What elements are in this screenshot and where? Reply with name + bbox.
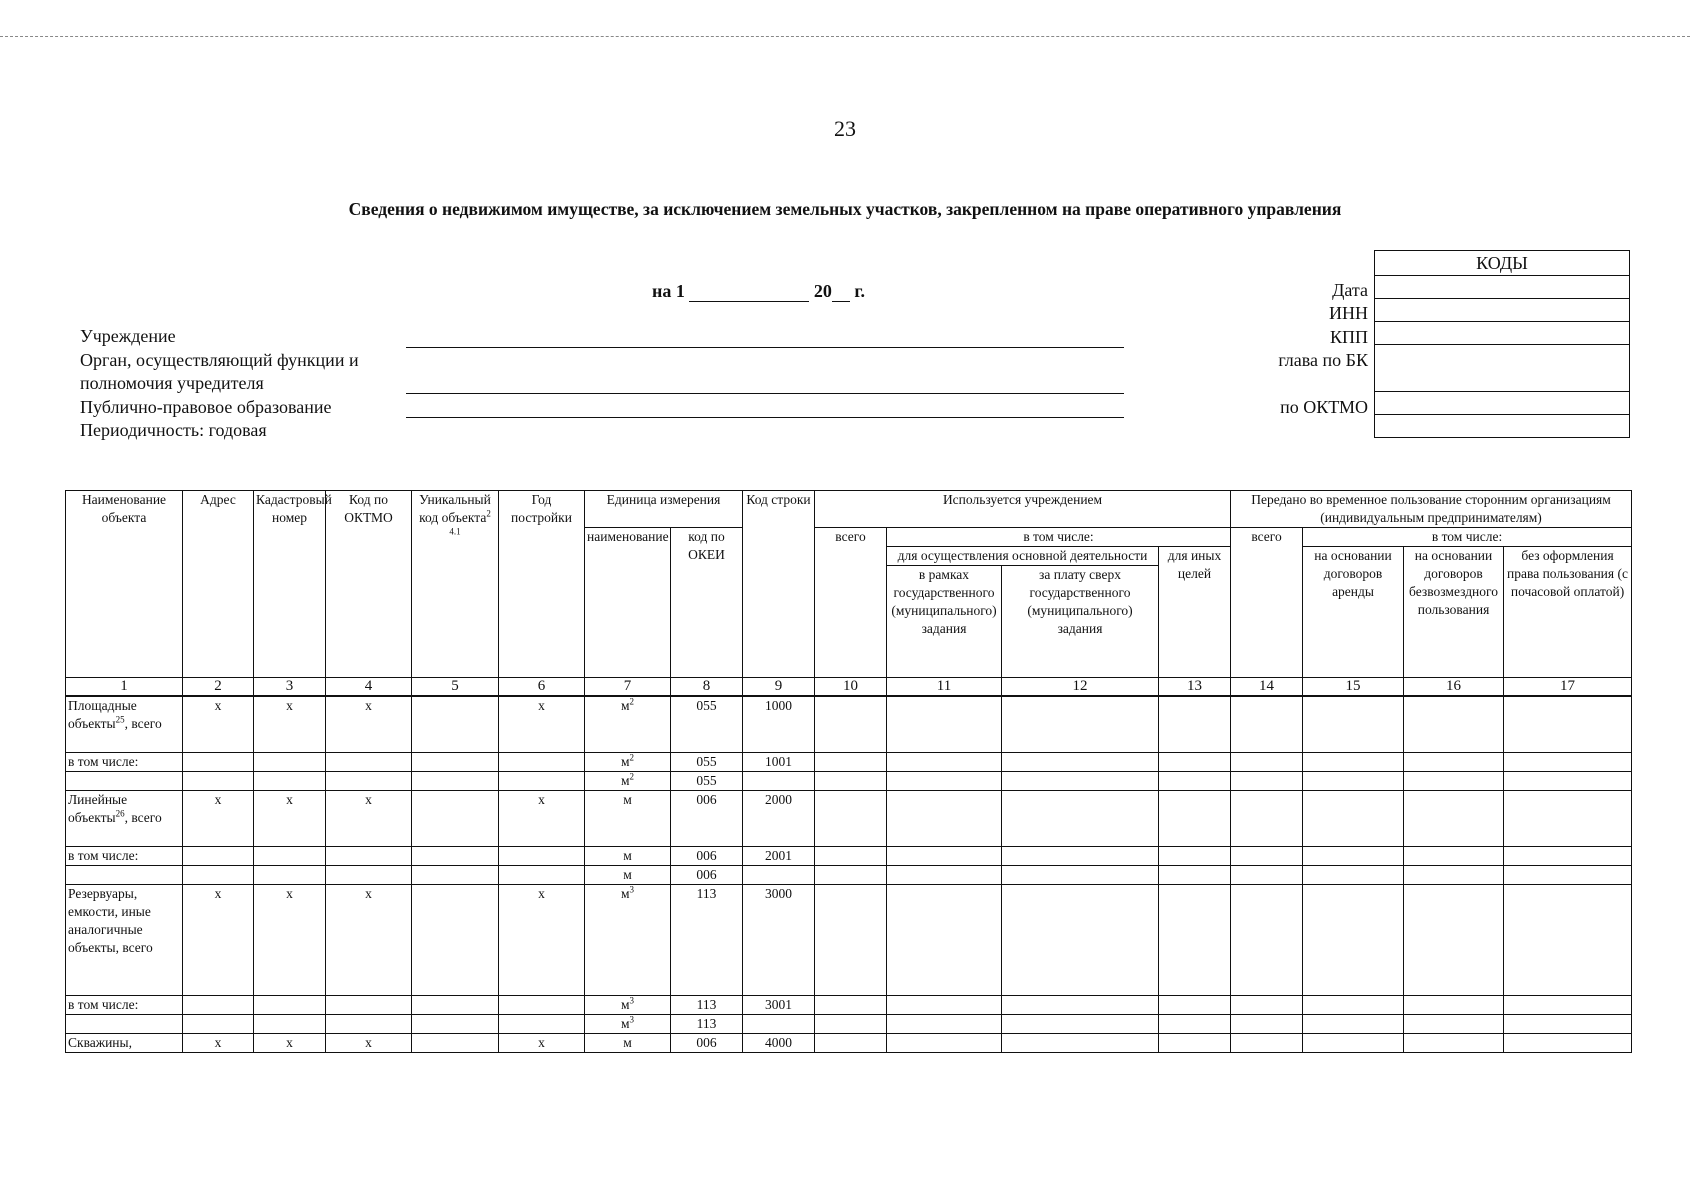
table-row <box>66 995 1632 1014</box>
year-cell <box>499 865 585 884</box>
document-title: Сведения о недвижимом имуществе, за исключением земельных участков, закрепленном на праве оперативного управления <box>348 199 1342 219</box>
line-code-cell <box>743 771 815 790</box>
address-cell <box>183 752 254 771</box>
unit-cell <box>585 1033 671 1052</box>
unit-cell <box>585 696 671 752</box>
okei-cell: 113 <box>671 1014 743 1033</box>
value-cell-col-14[interactable] <box>1231 865 1303 884</box>
col-number: 4 <box>326 678 412 697</box>
cadastral-cell <box>254 846 326 865</box>
value-cell-col-15[interactable] <box>1303 995 1404 1014</box>
value-cell-col-10[interactable] <box>815 846 887 865</box>
col-number: 15 <box>1303 678 1404 697</box>
value-cell-col-17[interactable] <box>1504 846 1632 865</box>
address-cell <box>183 771 254 790</box>
value-cell-col-15[interactable] <box>1303 1033 1404 1052</box>
value-cell-col-14[interactable] <box>1231 1014 1303 1033</box>
unique-code-cell[interactable] <box>412 752 499 771</box>
value-cell-col-13[interactable] <box>1159 1014 1231 1033</box>
value-cell-col-17[interactable] <box>1504 865 1632 884</box>
year-cell <box>499 1014 585 1033</box>
footnote-mark: 26 <box>115 808 125 818</box>
label-founder-2: полномочия учредителя <box>80 373 264 393</box>
year-cell: х <box>499 696 585 752</box>
col-header-unit-name: наименование <box>585 528 671 678</box>
value-cell-col-15[interactable] <box>1303 846 1404 865</box>
date-blank[interactable] <box>689 283 809 302</box>
year-cell: х <box>499 1033 585 1052</box>
okei-cell: 006 <box>671 865 743 884</box>
okei-cell: 055 <box>671 696 743 752</box>
value-cell-col-10[interactable] <box>815 884 887 995</box>
line-code-cell: 2000 <box>743 790 815 846</box>
col-header-address: Адрес <box>183 491 254 678</box>
value-cell-col-16[interactable] <box>1404 1033 1504 1052</box>
line-code-cell: 4000 <box>743 1033 815 1052</box>
unit-cell <box>585 771 671 790</box>
oktmo-cell <box>326 846 412 865</box>
year-cell: х <box>499 790 585 846</box>
code-label-bk: глава по БК <box>1278 350 1368 370</box>
col-header-unique-code-cell <box>412 491 499 678</box>
line-code-cell <box>743 1014 815 1033</box>
value-cell-col-11[interactable] <box>887 1033 1002 1052</box>
line-code-cell: 3001 <box>743 995 815 1014</box>
value-cell-col-11[interactable] <box>887 696 1002 752</box>
oktmo-cell <box>326 1014 412 1033</box>
value-cell-col-16[interactable] <box>1404 1014 1504 1033</box>
col-header-hourly: без оформления права пользования (с почасовой оплатой) <box>1504 547 1632 678</box>
cadastral-cell <box>254 771 326 790</box>
label-institution: Учреждение <box>80 326 176 346</box>
name <box>66 771 183 790</box>
value-cell-col-13[interactable] <box>1159 790 1231 846</box>
unit-cell <box>585 1014 671 1033</box>
col-number: 5 <box>412 678 499 697</box>
address-cell: х <box>183 884 254 995</box>
okei-cell: 006 <box>671 846 743 865</box>
col-number: 7 <box>585 678 671 697</box>
object-name-tail: , всего <box>124 716 162 731</box>
value-cell-col-17[interactable] <box>1504 790 1632 846</box>
year-cell: х <box>499 884 585 995</box>
value-cell-col-17[interactable] <box>1504 884 1632 995</box>
col-header-okei: код по ОКЕИ <box>671 528 743 678</box>
value-cell-col-17[interactable] <box>1504 1033 1632 1052</box>
unique-code-cell[interactable] <box>412 771 499 790</box>
value-cell-col-17[interactable] <box>1504 696 1632 752</box>
object-name: Скважины, <box>68 1034 132 1050</box>
value-cell-col-15[interactable] <box>1303 884 1404 995</box>
col-number: 3 <box>254 678 326 697</box>
table-row <box>66 696 1632 752</box>
property-table <box>65 490 1632 1053</box>
unit-name: м <box>620 996 630 1012</box>
unique-code-cell[interactable] <box>412 1014 499 1033</box>
col-number: 16 <box>1404 678 1504 697</box>
year-cell <box>499 752 585 771</box>
unit-exponent: 3 <box>629 884 635 894</box>
institution-field-line[interactable] <box>406 347 1124 348</box>
value-cell-col-16[interactable] <box>1404 771 1504 790</box>
col-header-used: Используется учреждением <box>815 491 1231 528</box>
table-row <box>66 1033 1632 1052</box>
value-cell-col-14[interactable] <box>1231 846 1303 865</box>
unit-name: м <box>623 1034 632 1050</box>
oktmo-cell: х <box>326 790 412 846</box>
unit-exponent: 3 <box>629 995 635 1005</box>
public-entity-field-line[interactable] <box>406 417 1124 418</box>
value-cell-col-12[interactable] <box>1002 790 1159 846</box>
unique-code-cell[interactable] <box>412 884 499 995</box>
unique-code-cell[interactable] <box>412 790 499 846</box>
col-header-paid-extra: за плату сверх государственного (муниципального) задания <box>1002 566 1159 678</box>
unit-exponent: 3 <box>629 1014 635 1024</box>
code-label-inn: ИНН <box>1329 303 1368 323</box>
object-name: Площадные объекты <box>68 698 137 731</box>
codes-box <box>1374 250 1630 438</box>
value-cell-col-11[interactable] <box>887 846 1002 865</box>
table-row <box>66 846 1632 865</box>
as-of-prefix: на 1 <box>652 281 685 301</box>
table-row <box>66 790 1632 846</box>
address-cell: х <box>183 1033 254 1052</box>
value-cell-col-15[interactable] <box>1303 771 1404 790</box>
code-cell-inn[interactable] <box>1375 299 1630 322</box>
value-cell-col-12[interactable] <box>1002 865 1159 884</box>
value-cell-col-16[interactable] <box>1404 790 1504 846</box>
col-header-transferred: Передано во временное пользование сторонним организациям (индивидуальным предпринимателям) <box>1231 491 1632 528</box>
col-number: 2 <box>183 678 254 697</box>
oktmo-cell <box>326 752 412 771</box>
col-number: 1 <box>66 678 183 697</box>
cadastral-cell: х <box>254 1033 326 1052</box>
unit-name: м <box>620 753 630 769</box>
code-label-kpp: КПП <box>1329 327 1368 347</box>
col-header-other-purposes: для иных целей <box>1159 547 1231 678</box>
address-cell: х <box>183 696 254 752</box>
col-header-state-task: в рамках государственного (муниципального) задания <box>887 566 1002 678</box>
value-cell-col-10[interactable] <box>815 1014 887 1033</box>
col-number: 14 <box>1231 678 1303 697</box>
value-cell-col-17[interactable] <box>1504 1014 1632 1033</box>
label-periodicity: Периодичность: годовая <box>80 420 267 440</box>
table-row <box>66 1014 1632 1033</box>
col-header-tr-incl: в том числе: <box>1303 528 1632 547</box>
value-cell-col-13[interactable] <box>1159 771 1231 790</box>
col-header-unit: Единица измерения <box>585 491 743 528</box>
object-name: Линейные объекты <box>68 791 128 825</box>
address-cell <box>183 865 254 884</box>
year-cell <box>499 771 585 790</box>
okei-cell: 006 <box>671 1033 743 1052</box>
address-cell <box>183 995 254 1014</box>
unit-cell <box>585 865 671 884</box>
page-number: 23 <box>834 116 856 141</box>
name <box>66 1033 183 1052</box>
address-cell <box>183 1014 254 1033</box>
unit-name: м <box>620 885 630 901</box>
value-cell-col-13[interactable] <box>1159 752 1231 771</box>
name <box>66 884 183 995</box>
footnote-mark: 25 <box>115 714 125 725</box>
unique-code-cell[interactable] <box>412 995 499 1014</box>
col-number: 17 <box>1504 678 1632 697</box>
value-cell-col-15[interactable] <box>1303 696 1404 752</box>
year-prefix: 20 <box>813 281 832 301</box>
scan-edge-line <box>0 36 1690 37</box>
unique-code-cell[interactable] <box>412 865 499 884</box>
line-code-cell: 2001 <box>743 846 815 865</box>
value-cell-col-16[interactable] <box>1404 846 1504 865</box>
name <box>66 752 183 771</box>
col-header-lease: на основании договоров аренды <box>1303 547 1404 678</box>
name <box>66 995 183 1014</box>
cadastral-cell <box>254 752 326 771</box>
value-cell-col-16[interactable] <box>1404 884 1504 995</box>
value-cell-col-14[interactable] <box>1231 752 1303 771</box>
code-cell-extra[interactable] <box>1375 415 1630 438</box>
value-cell-col-11[interactable] <box>887 771 1002 790</box>
okei-cell: 006 <box>671 790 743 846</box>
value-cell-col-11[interactable] <box>887 790 1002 846</box>
object-name: Резервуары, емкости, иные аналогичные объекты, всего <box>68 885 153 955</box>
value-cell-col-16[interactable] <box>1404 995 1504 1014</box>
oktmo-cell <box>326 865 412 884</box>
value-cell-col-12[interactable] <box>1002 846 1159 865</box>
line-code-cell: 1001 <box>743 752 815 771</box>
line-code-cell <box>743 865 815 884</box>
col-number: 13 <box>1159 678 1231 697</box>
okei-cell: 113 <box>671 995 743 1014</box>
col-header-year: Год постройки <box>499 491 585 678</box>
col-header-cadastral: Кадастровый номер <box>254 491 326 678</box>
value-cell-col-12[interactable] <box>1002 884 1159 995</box>
address-cell: х <box>183 790 254 846</box>
value-cell-col-16[interactable] <box>1404 696 1504 752</box>
value-cell-col-11[interactable] <box>887 884 1002 995</box>
table-row <box>66 884 1632 995</box>
unit-cell <box>585 995 671 1014</box>
value-cell-col-13[interactable] <box>1159 884 1231 995</box>
cadastral-cell <box>254 865 326 884</box>
value-cell-col-13[interactable] <box>1159 846 1231 865</box>
value-cell-col-14[interactable] <box>1231 696 1303 752</box>
report-date-line <box>652 281 865 302</box>
value-cell-col-10[interactable] <box>815 1033 887 1052</box>
object-name-tail: , всего <box>124 809 162 825</box>
as-of-suffix: г. <box>854 281 866 301</box>
unit-name: м <box>623 866 632 882</box>
code-cell-date[interactable] <box>1375 276 1630 299</box>
codes-title: КОДЫ <box>1375 251 1630 276</box>
value-cell-col-17[interactable] <box>1504 995 1632 1014</box>
code-cell-kpp[interactable] <box>1375 322 1630 345</box>
label-founder-1: Орган, осуществляющий функции и <box>80 350 359 370</box>
value-cell-col-17[interactable] <box>1504 771 1632 790</box>
line-code-cell: 1000 <box>743 696 815 752</box>
unit-exponent: 2 <box>629 696 635 707</box>
unit-name: м <box>623 847 632 863</box>
col-header-free-use: на основании договоров безвозмездного пользования <box>1404 547 1504 678</box>
col-header-used-total: всего <box>815 528 887 678</box>
col-header-oktmo: Код по ОКТМО <box>326 491 412 678</box>
value-cell-col-16[interactable] <box>1404 752 1504 771</box>
col-number: 9 <box>743 678 815 697</box>
year-blank[interactable] <box>832 283 850 302</box>
code-cell-oktmo[interactable] <box>1375 392 1630 415</box>
value-cell-col-17[interactable] <box>1504 752 1632 771</box>
col-number: 11 <box>887 678 1002 697</box>
year-cell <box>499 846 585 865</box>
value-cell-col-12[interactable] <box>1002 771 1159 790</box>
name <box>66 865 183 884</box>
value-cell-col-13[interactable] <box>1159 995 1231 1014</box>
col-number: 12 <box>1002 678 1159 697</box>
oktmo-cell: х <box>326 1033 412 1052</box>
value-cell-col-13[interactable] <box>1159 865 1231 884</box>
unit-cell <box>585 752 671 771</box>
unit-exponent: 2 <box>629 771 635 781</box>
value-cell-col-16[interactable] <box>1404 865 1504 884</box>
value-cell-col-10[interactable] <box>815 995 887 1014</box>
code-cell-bk[interactable] <box>1375 345 1630 392</box>
table-row <box>66 752 1632 771</box>
okei-cell: 113 <box>671 884 743 995</box>
col-number: 10 <box>815 678 887 697</box>
value-cell-col-11[interactable] <box>887 1014 1002 1033</box>
address-cell <box>183 846 254 865</box>
value-cell-col-11[interactable] <box>887 995 1002 1014</box>
col-number: 6 <box>499 678 585 697</box>
okei-cell: 055 <box>671 752 743 771</box>
cadastral-cell: х <box>254 884 326 995</box>
unit-cell <box>585 790 671 846</box>
value-cell-col-15[interactable] <box>1303 752 1404 771</box>
value-cell-col-14[interactable] <box>1231 790 1303 846</box>
unit-cell <box>585 846 671 865</box>
col-header-tr-total: всего <box>1231 528 1303 678</box>
value-cell-col-11[interactable] <box>887 752 1002 771</box>
value-cell-col-11[interactable] <box>887 865 1002 884</box>
value-cell-col-12[interactable] <box>1002 696 1159 752</box>
value-cell-col-13[interactable] <box>1159 696 1231 752</box>
col-header-used-incl: в том числе: <box>887 528 1231 547</box>
cadastral-cell: х <box>254 696 326 752</box>
unique-code-cell[interactable] <box>412 696 499 752</box>
oktmo-cell: х <box>326 884 412 995</box>
value-cell-col-10[interactable] <box>815 752 887 771</box>
line-code-cell: 3000 <box>743 884 815 995</box>
code-label-date: Дата <box>1332 280 1368 300</box>
okei-cell: 055 <box>671 771 743 790</box>
name <box>66 696 183 752</box>
value-cell-col-14[interactable] <box>1231 884 1303 995</box>
table-row <box>66 865 1632 884</box>
unit-name: м <box>620 772 630 788</box>
unit-cell <box>585 884 671 995</box>
value-cell-col-10[interactable] <box>815 790 887 846</box>
label-public-entity: Публично-правовое образование <box>80 397 332 417</box>
table-row <box>66 771 1632 790</box>
oktmo-cell <box>326 771 412 790</box>
col-header-unique-code: Уникальный код объекта <box>419 492 491 525</box>
unit-name: м <box>620 1015 630 1031</box>
col-header-line-code: Код строки <box>743 491 815 678</box>
code-label-oktmo: по ОКТМО <box>1280 397 1368 417</box>
value-cell-col-15[interactable] <box>1303 1014 1404 1033</box>
value-cell-col-10[interactable] <box>815 865 887 884</box>
column-numbers-row <box>66 678 1632 697</box>
oktmo-cell <box>326 995 412 1014</box>
unique-code-cell[interactable] <box>412 1033 499 1052</box>
unit-exponent: 2 <box>629 752 635 762</box>
value-cell-col-15[interactable] <box>1303 790 1404 846</box>
value-cell-col-10[interactable] <box>815 771 887 790</box>
value-cell-col-12[interactable] <box>1002 1033 1159 1052</box>
year-cell <box>499 995 585 1014</box>
founder-field-line[interactable] <box>406 393 1124 394</box>
unit-name: м <box>623 791 632 807</box>
cadastral-cell <box>254 995 326 1014</box>
object-name: в том числе: <box>68 753 139 769</box>
col-header-main-activity: для осуществления основной деятельности <box>887 547 1159 566</box>
value-cell-col-14[interactable] <box>1231 995 1303 1014</box>
object-name: в том числе: <box>68 847 139 863</box>
col-header-name: Наименование объекта <box>66 491 183 678</box>
value-cell-col-14[interactable] <box>1231 771 1303 790</box>
name <box>66 846 183 865</box>
value-cell-col-15[interactable] <box>1303 865 1404 884</box>
value-cell-col-14[interactable] <box>1231 1033 1303 1052</box>
unit-name: м <box>620 698 630 713</box>
cadastral-cell <box>254 1014 326 1033</box>
value-cell-col-10[interactable] <box>815 696 887 752</box>
footnote-mark: 2 4.1 <box>449 508 491 537</box>
col-number: 8 <box>671 678 743 697</box>
value-cell-col-13[interactable] <box>1159 1033 1231 1052</box>
unique-code-cell[interactable] <box>412 846 499 865</box>
value-cell-col-12[interactable] <box>1002 752 1159 771</box>
object-name: в том числе: <box>68 996 139 1012</box>
name <box>66 1014 183 1033</box>
oktmo-cell: х <box>326 696 412 752</box>
value-cell-col-12[interactable] <box>1002 995 1159 1014</box>
value-cell-col-12[interactable] <box>1002 1014 1159 1033</box>
name <box>66 790 183 846</box>
cadastral-cell: х <box>254 790 326 846</box>
